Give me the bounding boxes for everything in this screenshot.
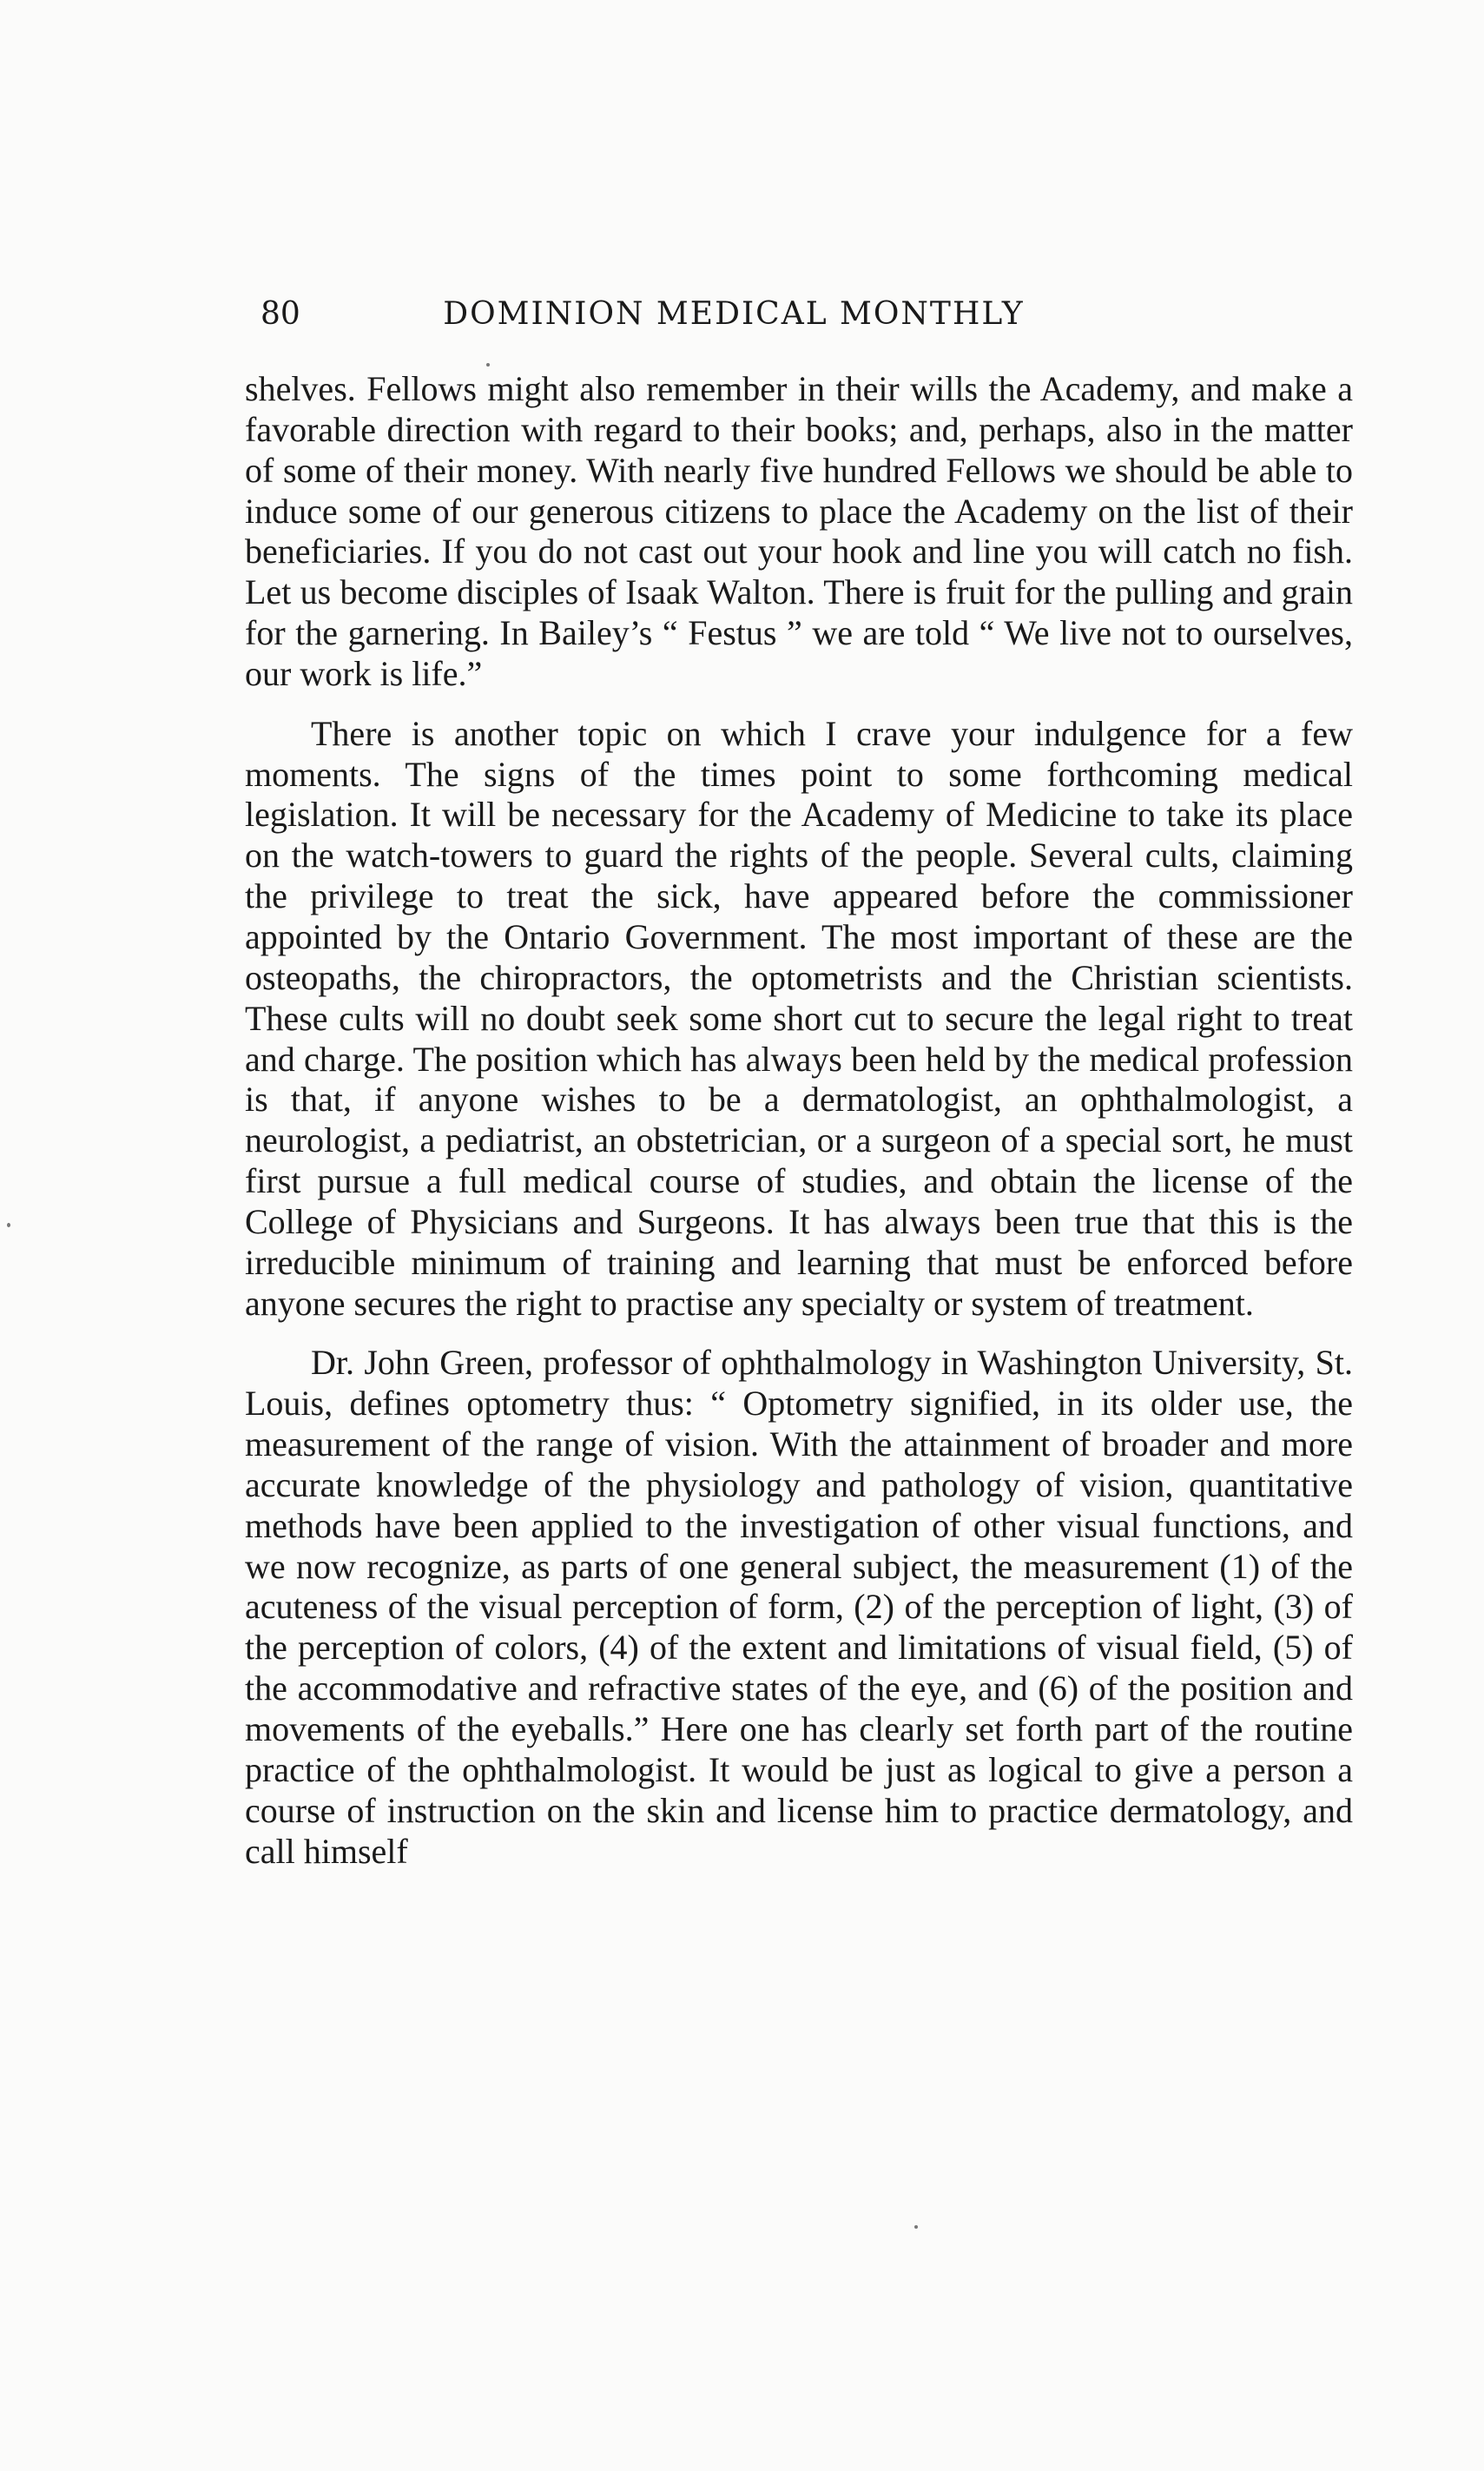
scan-speck <box>7 1223 10 1227</box>
scan-speck <box>486 363 490 367</box>
page-header <box>261 294 1207 335</box>
body-text <box>245 369 1353 1872</box>
paragraph-optometry-definition: Dr. John Green, professor of ophthalmology in Washington University, St. Louis, defines optometry thus: “ Optometry signified, in its older use, the measurement of the range of vision. With the attainment of broader and more accurate knowledge of the physiology and pathology of vision, quantitative methods have been applied to the investigation of other visual functions, and we now recognize, as parts of one general subject, the measurement (1) of the acuteness of the visual perception of form, (2) of the perception of light, (3) of the perception of colors, (4) of the extent and limitations of visual field, (5) of the accommodative and refractive states of the eye, and (6) of the position and movements of the eyeballs.” Here one has clearly set forth part of the routine practice of the ophthalmologist. It would be just as logical to give a person a course of instruction on the skin and license him to practice dermatology, and call himself <box>245 1343 1353 1871</box>
paragraph-continued: shelves. Fellows might also remember in their wills the Academy, and make a favorable direction with regard to their books; and, perhaps, also in the matter of some of their money. With nearly five hundred Fellows we should be able to induce some of our generous citizens to place the Academy on the list of their beneficiaries. If you do not cast out your hook and line you will catch no fish. Let us become disciples of Isaak Walton. There is fruit for the pulling and grain for the garnering. In Bailey’s “ Festus ” we are told “ We live not to ourselves, our work is life.” <box>245 369 1353 693</box>
page-number: 80 <box>261 296 300 332</box>
paragraph-medical-legislation: There is another topic on which I crave your indulgence for a few moments. The signs of the times point to some forthcoming medical legislation. It will be necessary for the Academy of Medicine to take its place on the watch-towers to guard the rights of the people. Several cults, claiming the privilege to treat the sick, have appeared before the commissioner appointed by the Ontario Government. The most important of these are the osteopaths, the chiropractors, the optometrists and the Christian scientists. These cults will no doubt seek some short cut to secure the legal right to treat and charge. The position which has always been held by the medical profession is that, if anyone wishes to be a dermatologist, an ophthalmologist, a neurologist, a pediatrist, an obstetrician, or a surgeon of a special sort, he must first pursue a full medical course of studies, and obtain the license of the College of Physicians and Surgeons. It has always been true that this is the irreducible minimum of training and learning that must be enforced before anyone secures the right to practise any specialty or system of treatment. <box>245 713 1353 1323</box>
scan-speck <box>914 2225 918 2229</box>
running-title: DOMINION MEDICAL MONTHLY <box>443 296 1025 332</box>
